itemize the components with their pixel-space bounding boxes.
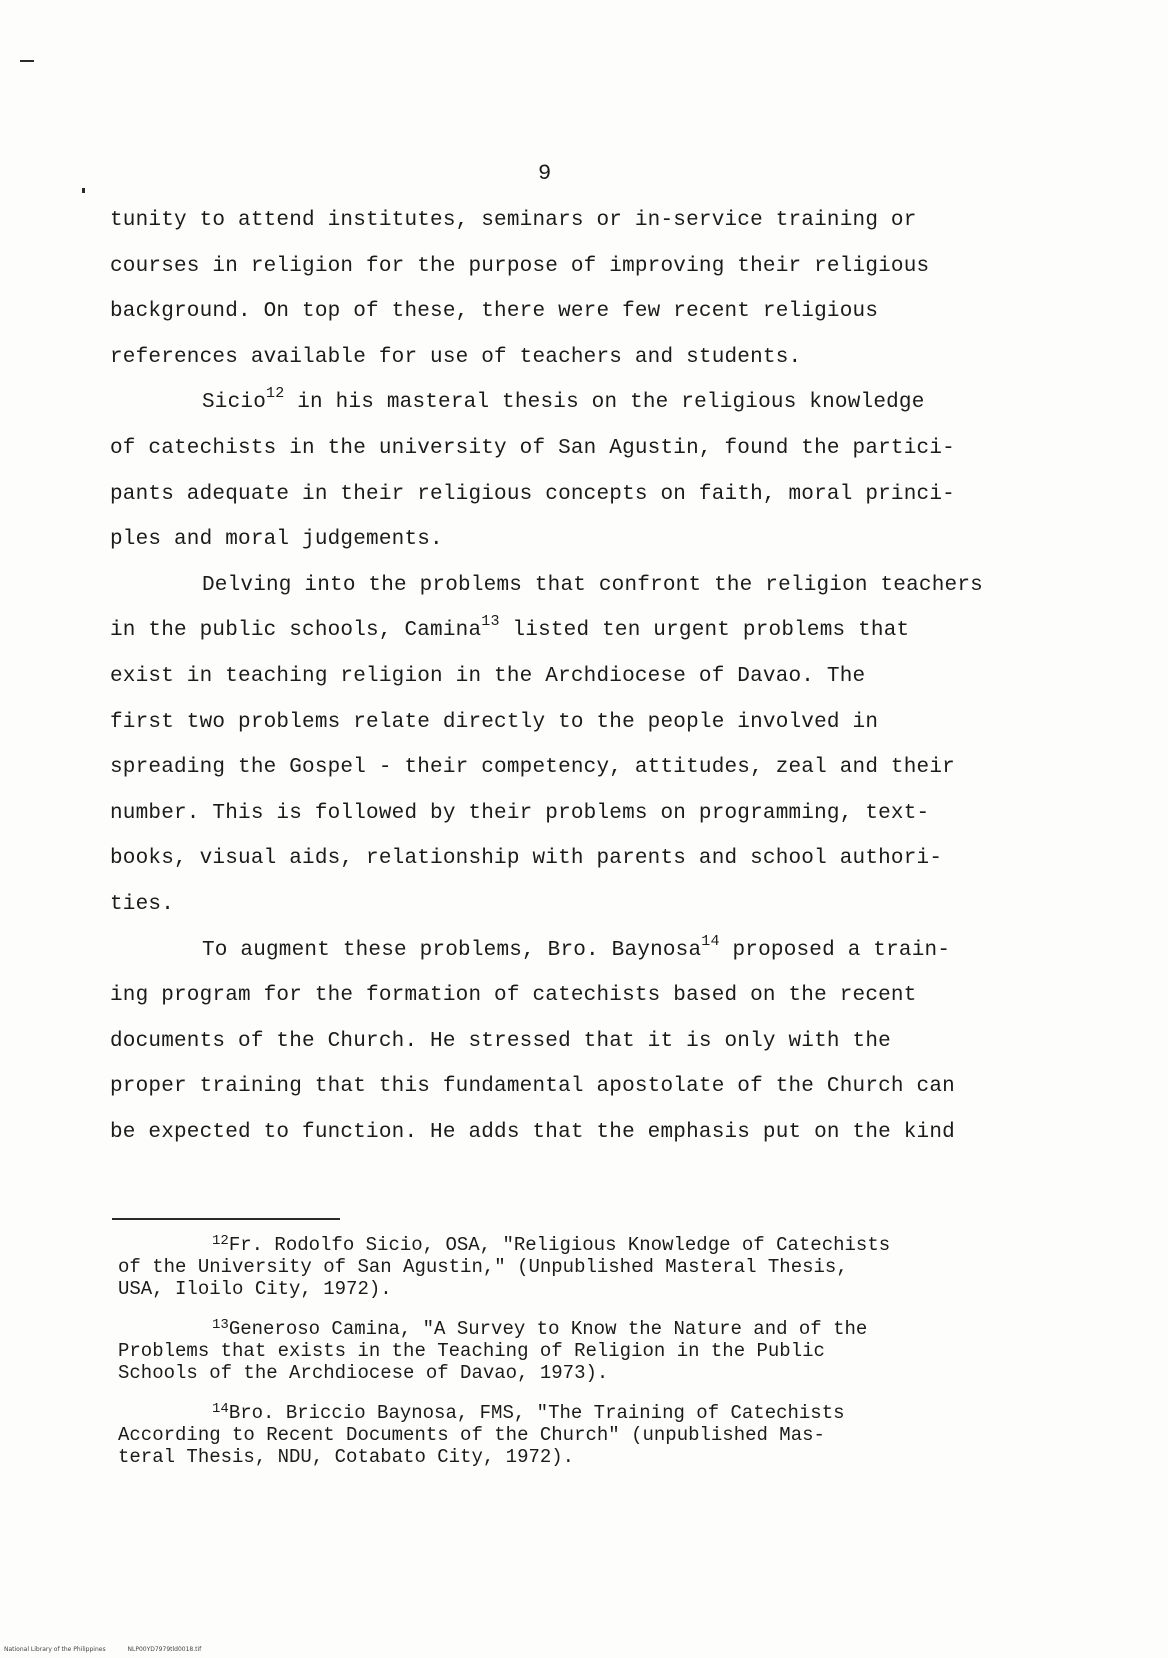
footnote-line (118, 1234, 1078, 1256)
footnote-number: 13 (212, 1317, 229, 1333)
text-line: references available for use of teachers and students. (110, 345, 802, 369)
footnote-line: Schools of the Archdiocese of Davao, 1973). (118, 1362, 609, 1384)
margin-mark (82, 188, 85, 193)
text-line: of catechists in the university of San Agustin, found the partici- (110, 436, 955, 460)
text-line: tunity to attend institutes, seminars or in-service training or (110, 209, 917, 232)
text-line: ties. (110, 892, 175, 916)
text-line: spreading the Gospel - their competency, attitudes, zeal and their (110, 756, 955, 780)
text-line: number. This is followed by their problems on programming, text- (110, 801, 930, 825)
footnote-divider (112, 1218, 340, 1220)
scan-footer (4, 1646, 201, 1654)
footnote-line: teral Thesis, NDU, Cotabato City, 1972). (118, 1446, 575, 1468)
footnote-text: Generoso Camina, "A Survey to Know the Nature and of the (228, 1318, 868, 1340)
footnote-line: Problems that exists in the Teaching of Religion in the Public (118, 1340, 825, 1362)
text-line: ples and moral judgements. (110, 528, 443, 552)
footnotes (118, 1234, 1078, 1486)
text-line: ing program for the formation of catechists based on the recent (110, 984, 917, 1008)
library-name: National Library of the Philippines (4, 1646, 106, 1653)
footnote-ref-13: 13 (481, 613, 500, 631)
text-line (110, 928, 1070, 974)
footnote-line (118, 1318, 1078, 1340)
footnote-13 (118, 1318, 1078, 1384)
text-line: be expected to function. He adds that the emphasis put on the kind (110, 1120, 955, 1144)
text-line (110, 380, 1070, 426)
line-text: proposed a train- (719, 938, 951, 962)
line-text: in the public schools, Camina (110, 619, 482, 643)
footnote-line: of the University of San Agustin," (Unpublished Masteral Thesis, (118, 1256, 848, 1278)
footnote-14 (118, 1402, 1078, 1468)
text-line: proper training that this fundamental apostolate of the Church can (110, 1075, 955, 1099)
text-line: courses in religion for the purpose of improving their religious (110, 254, 930, 278)
body-text (110, 198, 1070, 1155)
footnote-ref-14: 14 (701, 932, 720, 950)
text-line (110, 608, 1070, 654)
footnote-number: 12 (212, 1233, 229, 1249)
line-text: in his masteral thesis on the religious knowledge (284, 391, 925, 415)
text-line: exist in teaching religion in the Archdiocese of Davao. The (110, 664, 866, 688)
text-line: Delving into the problems that confront the religion teachers (202, 573, 983, 597)
text-line: background. On top of these, there were few recent religious (110, 300, 879, 324)
footnote-number: 14 (212, 1401, 229, 1417)
text-line: first two problems relate directly to the people involved in (110, 710, 879, 734)
footnote-ref-12: 12 (266, 385, 285, 403)
line-text: listed ten urgent problems that (499, 619, 910, 643)
text-line: pants adequate in their religious concepts on faith, moral princi- (110, 482, 955, 506)
margin-mark (20, 60, 34, 62)
page-number: 9 (538, 161, 552, 186)
footnote-line: According to Recent Documents of the Church" (unpublished Mas- (118, 1424, 825, 1446)
text-line: books, visual aids, relationship with parents and school authori- (110, 847, 943, 871)
file-id: NLP00YD7979tld0018.tif (127, 1646, 202, 1653)
footnote-line: USA, Iloilo City, 1972). (118, 1278, 392, 1300)
footnote-text: Bro. Briccio Baynosa, FMS, "The Training of Catechists (228, 1402, 845, 1424)
line-text: To augment these problems, Bro. Baynosa (202, 938, 702, 962)
footnote-text: Fr. Rodolfo Sicio, OSA, "Religious Knowledge of Catechists (228, 1234, 891, 1256)
footnote-12 (118, 1234, 1078, 1300)
line-text: Sicio (202, 391, 267, 415)
text-line: documents of the Church. He stressed that it is only with the (110, 1029, 891, 1053)
footnote-line (118, 1402, 1078, 1424)
